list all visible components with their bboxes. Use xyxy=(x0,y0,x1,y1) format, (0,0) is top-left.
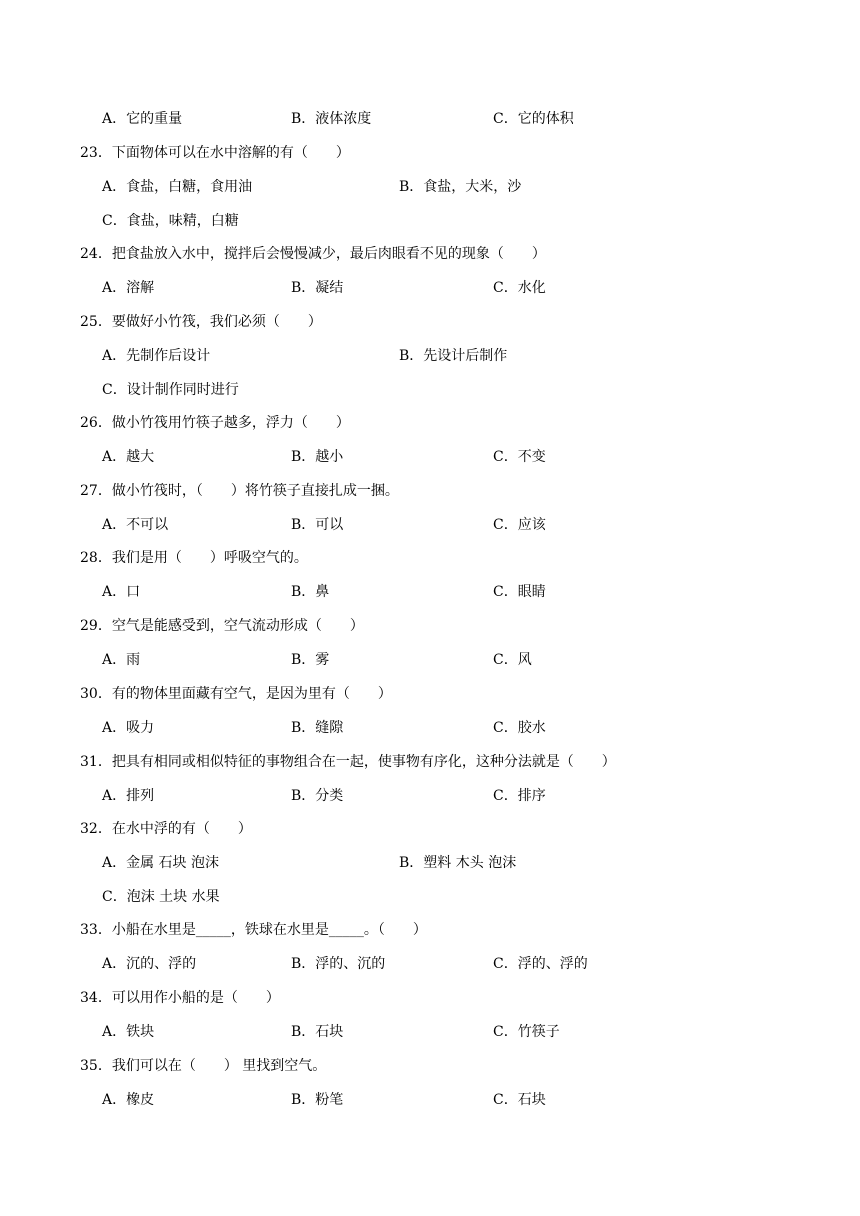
question-34: 34．可以用作小船的是（ ） xyxy=(80,990,280,1006)
option-c: C．泡沫 土块 水果 xyxy=(102,889,220,905)
option-c: C．食盐，味精，白糖 xyxy=(102,213,239,229)
option-a: A．排列 xyxy=(102,788,155,804)
option-a: A．不可以 xyxy=(102,517,169,533)
option-a: A．它的重量 xyxy=(102,111,183,127)
option-a: A．吸力 xyxy=(102,720,155,736)
option-b: B．可以 xyxy=(291,517,344,533)
option-b: B．雾 xyxy=(291,652,330,668)
option-b: B．先设计后制作 xyxy=(399,348,508,364)
option-b: B．凝结 xyxy=(291,280,344,296)
option-c: C．竹筷子 xyxy=(493,1024,560,1040)
option-b: B．越小 xyxy=(291,449,344,465)
option-b: B．浮的、沉的 xyxy=(291,956,386,972)
option-c: C．浮的、浮的 xyxy=(493,956,588,972)
option-a: A．雨 xyxy=(102,652,141,668)
option-c: C．设计制作同时进行 xyxy=(102,382,239,398)
option-c: C．排序 xyxy=(493,788,546,804)
option-b: B．粉笔 xyxy=(291,1092,344,1108)
option-c: C．石块 xyxy=(493,1092,546,1108)
question-27: 27．做小竹筏时，（ ）将竹筷子直接扎成一捆。 xyxy=(80,483,399,499)
option-c: C．不变 xyxy=(493,449,546,465)
option-a: A．越大 xyxy=(102,449,155,465)
option-b: B．石块 xyxy=(291,1024,344,1040)
option-a: A．沉的、浮的 xyxy=(102,956,197,972)
option-a: A．先制作后设计 xyxy=(102,348,211,364)
option-b: B．液体浓度 xyxy=(291,111,372,127)
option-a: A．金属 石块 泡沫 xyxy=(102,855,220,871)
question-25: 25．要做好小竹筏，我们必须（ ） xyxy=(80,314,322,330)
question-32: 32．在水中浮的有（ ） xyxy=(80,821,252,837)
option-c: C．它的体积 xyxy=(493,111,574,127)
option-b: B．缝隙 xyxy=(291,720,344,736)
option-b: B．分类 xyxy=(291,788,344,804)
question-24: 24．把食盐放入水中，搅拌后会慢慢减少，最后肉眼看不见的现象（ ） xyxy=(80,246,546,262)
option-c: C．应该 xyxy=(493,517,546,533)
option-c: C．风 xyxy=(493,652,532,668)
question-26: 26．做小竹筏用竹筷子越多，浮力（ ） xyxy=(80,415,350,431)
option-a: A．溶解 xyxy=(102,280,155,296)
question-30: 30．有的物体里面藏有空气，是因为里有（ ） xyxy=(80,686,392,702)
question-23: 23．下面物体可以在水中溶解的有（ ） xyxy=(80,145,350,161)
option-c: C．眼睛 xyxy=(493,584,546,600)
option-c: C．胶水 xyxy=(493,720,546,736)
question-29: 29．空气是能感受到，空气流动形成（ ） xyxy=(80,618,364,634)
option-a: A．铁块 xyxy=(102,1024,155,1040)
question-33: 33．小船在水里是_____，铁球在水里是_____。（ ） xyxy=(80,922,427,938)
option-a: A．橡皮 xyxy=(102,1092,155,1108)
option-a: A．食盐，白糖，食用油 xyxy=(102,179,253,195)
question-35: 35．我们可以在（ ） 里找到空气。 xyxy=(80,1058,327,1074)
option-b: B．塑料 木头 泡沫 xyxy=(399,855,517,871)
option-a: A．口 xyxy=(102,584,141,600)
option-c: C．水化 xyxy=(493,280,546,296)
option-b: B．鼻 xyxy=(291,584,330,600)
question-31: 31．把具有相同或相似特征的事物组合在一起，使事物有序化，这种分法就是（ ） xyxy=(80,754,616,770)
option-b: B．食盐，大米，沙 xyxy=(399,179,522,195)
question-28: 28．我们是用（ ）呼吸空气的。 xyxy=(80,550,308,566)
